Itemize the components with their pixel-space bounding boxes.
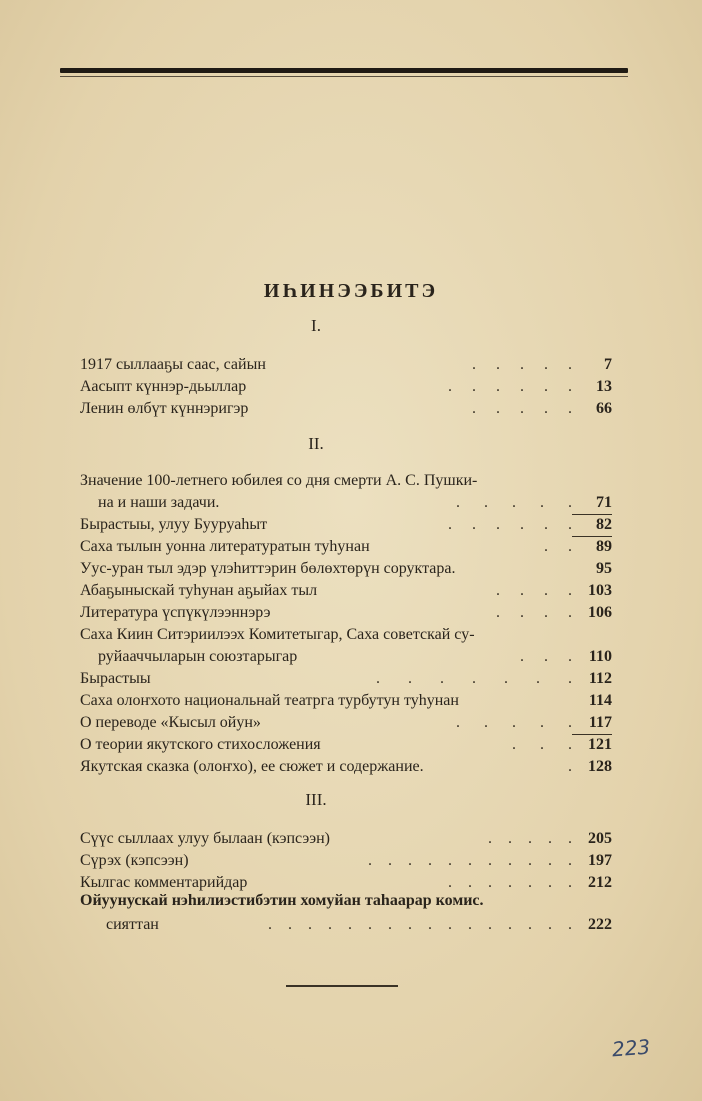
entry-page: 197 — [588, 852, 612, 869]
toc-entry — [80, 602, 612, 624]
entry-title: Сүүс сыллаах улуу былаан (кэпсээн) — [80, 830, 330, 847]
entry-page: 222 — [588, 916, 612, 933]
page-title: ИҺИНЭЭБИТЭ — [263, 280, 439, 302]
leader-dots: . . . . . — [456, 714, 572, 731]
entry-title: Уус-уран тыл эдэр үлэһиттэрин бөлөхтөрүн соруктара. — [80, 560, 456, 577]
entry-title: Бырастыы, улуу Бууруаһыт — [80, 516, 268, 533]
entry-title: Саха олоҥхото национальнай театрга турбутун туһунан — [80, 692, 459, 709]
entry-title: Аасыпт күннэр-дьыллар — [80, 378, 247, 395]
entry-page: 128 — [588, 758, 612, 775]
entry-title: Литература үспүкүлээннэрэ — [80, 604, 271, 621]
section-numeral: II. — [308, 434, 324, 453]
toc-entry — [80, 558, 612, 580]
leader-dots: . — [568, 758, 572, 775]
entry-page: 110 — [588, 648, 612, 665]
toc-entry — [80, 536, 612, 558]
leader-dots: . . . — [520, 648, 572, 665]
top-rule-thin — [60, 76, 628, 77]
toc-entry — [80, 828, 612, 850]
entry-title: Значение 100-летнего юбилея со дня смерти А. С. Пушки- — [80, 472, 478, 489]
entry-page: 121 — [588, 736, 612, 753]
handwritten-page-number: 223 — [611, 1034, 651, 1062]
toc-entry-continuation — [80, 646, 612, 668]
leader-dots: . . . . . . . — [376, 670, 572, 687]
entry-title: Ленин өлбүт күннэригэр — [80, 400, 249, 417]
leader-dots: . . . . . — [488, 830, 572, 847]
leader-dots: . . . . . . . . . . . — [368, 852, 572, 869]
entry-title: Саха тылын уонна литературатын туһунан — [80, 538, 370, 555]
toc-entry — [80, 734, 612, 756]
toc-entry — [80, 690, 612, 712]
leader-dots: . . . . . . . — [448, 874, 572, 891]
leader-dots: . . . . . — [456, 494, 572, 511]
section-numeral: I. — [311, 316, 321, 335]
entry-title: Якутская сказка (олоҥхо), ее сюжет и содержание. — [80, 758, 424, 775]
entry-title-cont: руйааччыларын союзтарыгар — [98, 648, 298, 665]
entry-title: Ойуунускай нэһилиэстибэтин хомуйан таһаарар комис. — [80, 892, 484, 909]
entry-title: 1917 сыллааҕы саас, сайын — [80, 356, 266, 373]
entry-page: 95 — [596, 560, 612, 577]
toc-entry — [80, 470, 612, 492]
entry-title: Бырастыы — [80, 670, 151, 687]
toc-entry — [80, 376, 612, 398]
entry-page: 66 — [596, 400, 612, 417]
leader-dots: . . . . — [496, 604, 572, 621]
toc-entry — [80, 514, 612, 536]
toc-entry-continuation — [80, 492, 612, 514]
bottom-rule — [286, 985, 398, 987]
entry-page: 112 — [588, 670, 612, 687]
entry-title: О переводе «Кысыл ойун» — [80, 714, 261, 731]
toc-entry-continuation — [80, 914, 612, 936]
entry-title: Сүрэх (кэпсээн) — [80, 852, 189, 869]
entry-title-cont: сияттан — [106, 916, 159, 933]
leader-dots: . . . . — [496, 582, 572, 599]
entry-page: 13 — [596, 378, 612, 395]
section-numeral: III. — [305, 790, 327, 809]
leader-dots: . . . — [512, 736, 572, 753]
entry-page: 114 — [588, 692, 612, 709]
entry-title: О теории якутского стихосложения — [80, 736, 321, 753]
entry-page: 117 — [572, 712, 612, 735]
entry-title: Кылгас комментарийдар — [80, 874, 248, 891]
leader-dots: . . . . . . . . . . . . . . . . — [268, 916, 572, 933]
entry-title: Саха Киин Ситэриилээх Комитетыгар, Саха советскай су- — [80, 626, 475, 643]
leader-dots: . . — [544, 538, 572, 555]
toc-entry — [80, 580, 612, 602]
toc-entry — [80, 712, 612, 734]
entry-page: 89 — [596, 538, 612, 555]
entry-page: 103 — [588, 582, 612, 599]
entry-title: Абаҕыныскай туһунан аҕыйах тыл — [80, 582, 318, 599]
entry-page: 7 — [604, 356, 612, 373]
entry-page: 71 — [572, 492, 612, 515]
toc-entry — [80, 850, 612, 872]
top-rule — [60, 68, 628, 73]
toc-entry — [80, 624, 612, 646]
toc-entry — [80, 890, 612, 912]
toc-entry — [80, 668, 612, 690]
entry-page: 205 — [588, 830, 612, 847]
toc-entry — [80, 354, 612, 376]
entry-page: 82 — [572, 514, 612, 537]
leader-dots: . . . . . . — [448, 378, 572, 395]
toc-entry — [80, 756, 612, 778]
entry-title-cont: на и наши задачи. — [98, 494, 220, 511]
leader-dots: . . . . . — [472, 356, 572, 373]
entry-page: 212 — [588, 874, 612, 891]
entry-page: 106 — [588, 604, 612, 621]
leader-dots: . . . . . . — [448, 516, 572, 533]
leader-dots: . . . . . — [472, 400, 572, 417]
toc-entry — [80, 398, 612, 420]
